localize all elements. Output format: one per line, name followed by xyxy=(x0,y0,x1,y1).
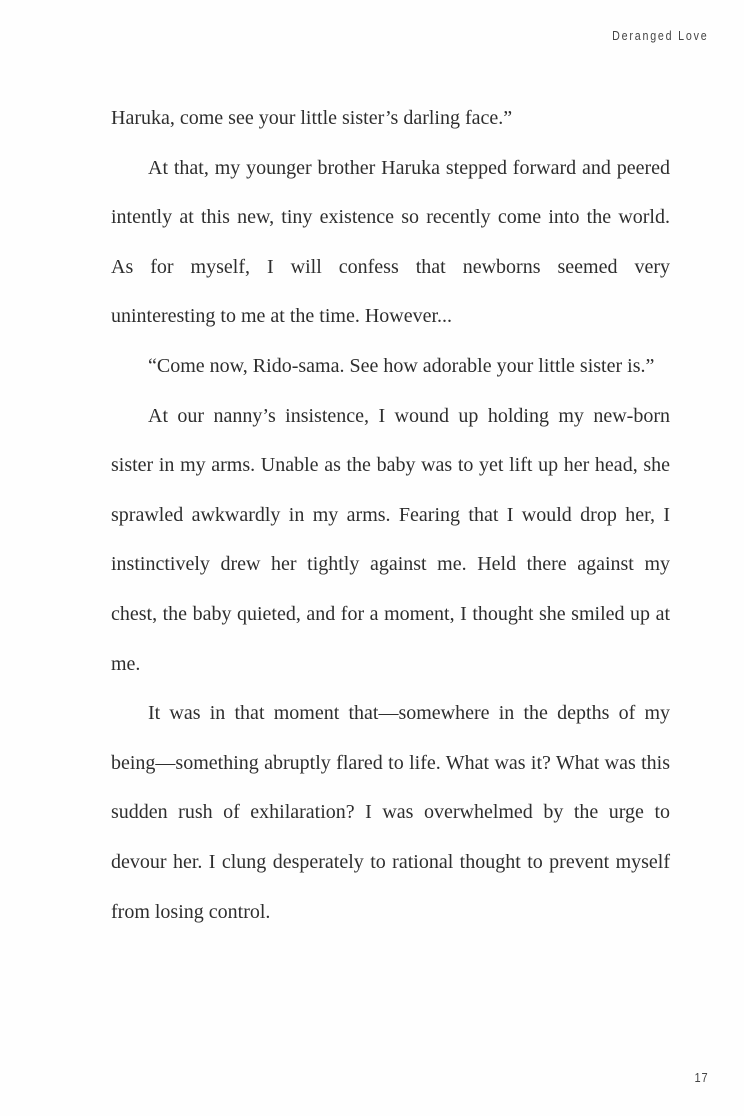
paragraph: At our nanny’s insistence, I wound up holding my new-born sister in my arms. Unable as the baby was to yet lift up her head, she sprawled awkwardly in my arms. Fearing that I would drop her, I instinctively drew her tightly against me. Held there against my chest, the baby quieted, and for a moment, I thought she smiled up at me. xyxy=(111,404,670,675)
paragraph-continued: Haruka, come see your little sister’s darling face.” xyxy=(111,107,513,129)
paragraph: It was in that moment that—somewhere in the depths of my being—something abruptly flared to life. What was it? What was this sudden rush of exhilaration? I was overwhelmed by the urge to devour her. I clung desperately to rational thought to prevent myself from losing control. xyxy=(111,702,670,923)
paragraph-dialogue: “Come now, Rido-sama. See how adorable your little sister is.” xyxy=(148,354,655,377)
body-text xyxy=(111,94,670,937)
paragraph: At that, my younger brother Haruka stepped forward and peered intently at this new, tiny existence so recently come into the world. As for myself, I will confess that newborns seemed very uninteresting to me at the time. However... xyxy=(111,156,670,328)
page-number: 17 xyxy=(694,1070,708,1085)
running-header-title: Deranged Love xyxy=(611,28,708,43)
